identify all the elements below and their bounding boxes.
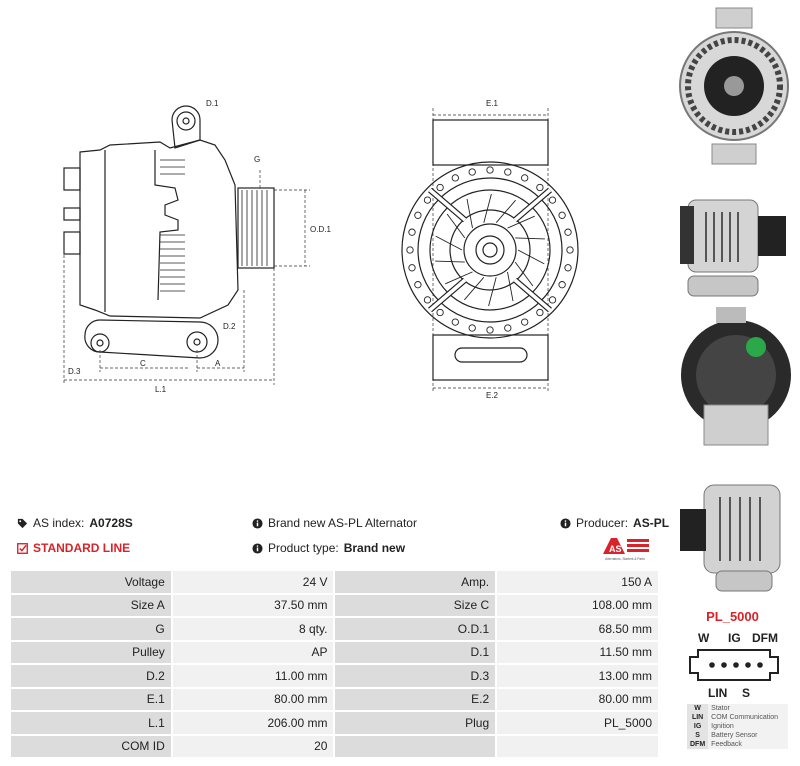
producer-value: AS-PL xyxy=(633,516,670,530)
svg-text:AS: AS xyxy=(609,544,622,554)
legend-key: W xyxy=(687,704,708,713)
spec-row xyxy=(11,712,658,734)
spec-label: Plug xyxy=(335,712,495,734)
label-d1: D.1 xyxy=(206,99,219,108)
spec-value: PL_5000 xyxy=(497,712,658,734)
info-circle-icon xyxy=(252,543,263,554)
spec-label: COM ID xyxy=(11,736,171,758)
legend-key: S xyxy=(687,731,708,740)
spec-value: 80.00 mm xyxy=(173,689,334,711)
label-e1: E.1 xyxy=(486,99,499,108)
front-slot xyxy=(415,212,421,218)
plug-title: PL_5000 xyxy=(706,609,759,624)
pin-label-dfm: DFM xyxy=(752,631,778,645)
front-slot xyxy=(565,265,571,271)
spec-value: 37.50 mm xyxy=(173,595,334,617)
spec-label: O.D.1 xyxy=(335,618,495,640)
label-od1: O.D.1 xyxy=(310,225,331,234)
spec-label: D.3 xyxy=(335,665,495,687)
connector-icon xyxy=(688,647,780,683)
photo-rear xyxy=(676,305,792,460)
spec-value: 20 xyxy=(173,736,334,758)
legend-value: Feedback xyxy=(708,740,788,749)
spec-value: AP xyxy=(173,642,334,664)
spec-label: D.1 xyxy=(335,642,495,664)
spec-label: G xyxy=(11,618,171,640)
spec-value: 24 V xyxy=(173,571,334,593)
photo-front xyxy=(676,6,792,166)
pin-label-s: S xyxy=(742,686,751,700)
front-slot xyxy=(437,309,443,315)
spec-label: L.1 xyxy=(11,712,171,734)
front-slot xyxy=(407,247,413,253)
fan-blade xyxy=(484,194,492,223)
legend-value: COM Communication xyxy=(708,713,788,722)
spec-label: Voltage xyxy=(11,571,171,593)
front-slot xyxy=(522,319,528,325)
producer: Producer: AS-PL xyxy=(560,516,669,530)
front-slot xyxy=(409,229,415,235)
spec-row xyxy=(11,595,658,617)
spec-value xyxy=(497,736,658,758)
svg-text:Alternators, Starters & Parts: Alternators, Starters & Parts xyxy=(605,557,645,561)
front-slot xyxy=(549,297,555,303)
as-index: AS index: A0728S xyxy=(17,516,133,530)
front-slot xyxy=(452,319,458,325)
spec-value: 150 A xyxy=(497,571,658,593)
front-slot xyxy=(409,265,415,271)
legend-key: IG xyxy=(687,722,708,731)
front-slot xyxy=(505,325,511,331)
standard-line: STANDARD LINE xyxy=(17,541,130,555)
legend-row xyxy=(687,722,788,731)
spec-row xyxy=(11,642,658,664)
legend-value: Battery Sensor xyxy=(708,731,788,740)
spec-value: 108.00 mm xyxy=(497,595,658,617)
front-slot xyxy=(415,282,421,288)
front-slot xyxy=(487,327,493,333)
fan-blade xyxy=(467,199,473,228)
spec-row xyxy=(11,689,658,711)
front-slot xyxy=(469,325,475,331)
spec-value: 8 qty. xyxy=(173,618,334,640)
spec-value: 11.50 mm xyxy=(497,642,658,664)
spec-label: Size C xyxy=(335,595,495,617)
front-slot xyxy=(469,169,475,175)
front-slot xyxy=(487,167,493,173)
front-slot xyxy=(559,282,565,288)
label-e2: E.2 xyxy=(486,391,499,400)
pin-label-ig: IG xyxy=(728,631,741,645)
front-slot xyxy=(537,309,543,315)
side-view-body xyxy=(80,140,238,318)
spec-label: D.2 xyxy=(11,665,171,687)
photo-side xyxy=(676,172,792,302)
fan-blade xyxy=(489,277,497,306)
spec-value: 80.00 mm xyxy=(497,689,658,711)
fan-blade xyxy=(515,238,545,239)
product-type: Product type: Brand new xyxy=(252,541,405,555)
as-index-value: A0728S xyxy=(89,516,133,530)
tag-icon xyxy=(17,518,28,529)
front-slot xyxy=(559,212,565,218)
info-circle-icon xyxy=(560,518,571,529)
plug-diagram xyxy=(680,605,800,766)
legend-key: DFM xyxy=(687,740,708,749)
front-slot xyxy=(565,229,571,235)
legend-row xyxy=(687,713,788,722)
spec-row xyxy=(11,571,658,593)
fan-blade xyxy=(435,261,465,262)
legend-key: LIN xyxy=(687,713,708,722)
spec-value: 206.00 mm xyxy=(173,712,334,734)
photo-angle xyxy=(676,465,792,595)
spec-label: E.2 xyxy=(335,689,495,711)
label-c: C xyxy=(140,359,146,368)
product-photos xyxy=(668,0,800,600)
spec-row xyxy=(11,618,658,640)
as-pl-logo xyxy=(597,534,653,562)
label-d3: D.3 xyxy=(68,367,81,376)
legend-row xyxy=(687,740,788,749)
info-circle-icon xyxy=(252,518,263,529)
label-l1: L.1 xyxy=(155,385,167,394)
front-slot xyxy=(522,175,528,181)
side-view-terminal xyxy=(64,168,80,190)
spec-value: 13.00 mm xyxy=(497,665,658,687)
spec-label: Amp. xyxy=(335,571,495,593)
spec-row xyxy=(11,736,658,758)
spec-label: Pulley xyxy=(11,642,171,664)
spec-value: 11.00 mm xyxy=(173,665,334,687)
front-slot xyxy=(505,169,511,175)
specs-table xyxy=(9,569,660,759)
label-g: G xyxy=(254,155,261,164)
spec-value: 68.50 mm xyxy=(497,618,658,640)
fan-blade xyxy=(508,272,514,301)
legend-row xyxy=(687,704,788,713)
product-type-value: Brand new xyxy=(343,541,406,555)
pin-label-w: W xyxy=(698,631,710,645)
spec-label: E.1 xyxy=(11,689,171,711)
description: Brand new AS-PL Alternator xyxy=(252,516,417,530)
spec-label xyxy=(335,736,495,758)
spec-label: Size A xyxy=(11,595,171,617)
pin-label-lin: LIN xyxy=(708,686,728,700)
pin-legend xyxy=(687,704,788,749)
front-slot xyxy=(537,184,543,190)
front-slot xyxy=(549,197,555,203)
front-slot xyxy=(424,197,430,203)
fan-blade xyxy=(436,236,462,250)
label-a: A xyxy=(215,359,221,368)
front-slot xyxy=(424,297,430,303)
spec-row xyxy=(11,665,658,687)
legend-row xyxy=(687,731,788,740)
checkbox-icon xyxy=(17,543,28,554)
product-info xyxy=(15,512,670,562)
legend-value: Stator xyxy=(708,704,788,713)
label-d2: D.2 xyxy=(223,322,236,331)
fan-blade xyxy=(518,250,544,264)
front-slot xyxy=(567,247,573,253)
legend-value: Ignition xyxy=(708,722,788,731)
front-slot xyxy=(452,175,458,181)
front-slot xyxy=(437,184,443,190)
